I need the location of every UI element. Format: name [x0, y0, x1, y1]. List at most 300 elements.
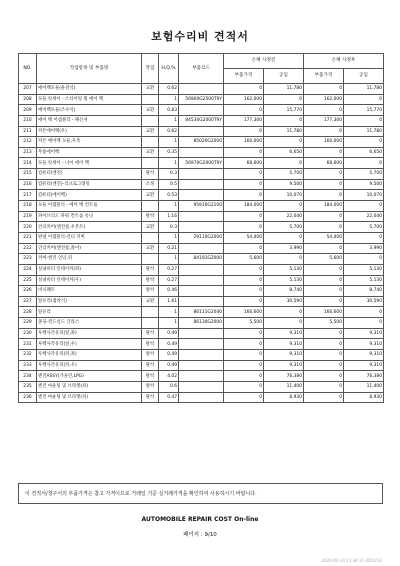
cell-p1: 0 [224, 392, 264, 403]
cell-l2: 0 [344, 201, 384, 212]
cell-name: 엔진 마운팅 및 브라켓(좌) [37, 381, 142, 392]
table-row [19, 105, 384, 116]
cell-work: 탈착 [142, 360, 159, 371]
cell-l1: 9,310 [264, 328, 304, 339]
cell-l1: 8,740 [264, 286, 304, 297]
cell-work: 교환 [142, 147, 159, 158]
cell-work: 교환 [142, 190, 159, 201]
cell-no: 224 [19, 264, 37, 275]
cell-work: 교환 [142, 105, 159, 116]
table-row [19, 190, 384, 201]
cell-l1: 9,500 [264, 179, 304, 190]
cell-hq: 1 [159, 201, 179, 212]
cell-hq: 0.62 [159, 126, 179, 137]
cell-p1: 0 [224, 84, 264, 95]
table-row [19, 307, 384, 318]
cell-work: 탈착 [142, 392, 159, 403]
table-row [19, 328, 384, 339]
cell-name: 루핵사각유리(앞,좌) [37, 328, 142, 339]
cell-p2: 0 [304, 360, 344, 371]
cell-p1: 0 [224, 211, 264, 222]
cell-work: 탈착 [142, 211, 159, 222]
cell-l1: 11,400 [264, 381, 304, 392]
cell-p1: 0 [224, 275, 264, 286]
cell-l2: 11,780 [344, 84, 384, 95]
cell-l1: 5,130 [264, 264, 304, 275]
cell-name: 컴퓨터(엔진)-리프로그래밍 [37, 179, 142, 190]
table-row [19, 392, 384, 403]
cell-l1: 5,130 [264, 275, 304, 286]
cell-l1: 9,310 [264, 360, 304, 371]
cell-no: 231 [19, 339, 37, 350]
cell-l2: 3,990 [344, 243, 384, 254]
cell-p2: 0 [304, 296, 344, 307]
cell-work: 탈착 [142, 339, 159, 350]
cell-work [142, 115, 159, 126]
cell-code [179, 243, 224, 254]
cell-p1: 160,000 [224, 137, 264, 148]
cell-p1: 0 [224, 147, 264, 158]
cell-hq: 0.49 [159, 350, 179, 361]
cell-no: 230 [19, 328, 37, 339]
header-after-adjust: 손해 사정후 [304, 54, 384, 69]
cell-code: 85020G2000 [179, 137, 224, 148]
header-item: 작업항목 및 부품명 [37, 54, 142, 84]
header-before-adjust: 손해 사정전 [224, 54, 304, 69]
cell-p1: 166,600 [224, 307, 264, 318]
cell-l2: 5,700 [344, 169, 384, 180]
cell-code [179, 275, 224, 286]
cell-code [179, 264, 224, 275]
cell-l1: 8,930 [264, 392, 304, 403]
cell-l2: 11,400 [344, 381, 384, 392]
cell-l2: 0 [344, 254, 384, 265]
cell-code [179, 169, 224, 180]
cell-work: 교환 [142, 84, 159, 95]
cell-p1: 0 [224, 350, 264, 361]
cell-no: 216 [19, 179, 37, 190]
cell-no: 228 [19, 307, 37, 318]
cell-no: 222 [19, 243, 37, 254]
cell-work: 탈착 [142, 328, 159, 339]
cell-l1: 10,070 [264, 190, 304, 201]
cell-l2: 9,310 [344, 339, 384, 350]
cell-hq: 0.35 [159, 147, 179, 158]
cell-p2: 68,600 [304, 158, 344, 169]
cell-l2: 9,310 [344, 328, 384, 339]
cell-l2: 9,310 [344, 360, 384, 371]
cell-p1: 54,400 [224, 232, 264, 243]
cell-hq: 0.27 [159, 275, 179, 286]
cell-no: 213 [19, 147, 37, 158]
cell-l1: 0 [264, 115, 304, 126]
table-row [19, 286, 384, 297]
cell-no: 227 [19, 296, 37, 307]
table-row [19, 243, 384, 254]
cell-p1: 0 [224, 328, 264, 339]
cell-l2: 0 [344, 307, 384, 318]
table-row [19, 254, 384, 265]
disclaimer-note: 이 견적서/청구서의 부품가격은 참고 가격이므로 거래일 기준 실거래가격을 확인하여 사용하시기 바랍니다. [18, 483, 383, 504]
cell-work [142, 232, 159, 243]
cell-work: 탈착 [142, 169, 159, 180]
cell-p2: 166,600 [304, 307, 344, 318]
table-row [19, 350, 384, 361]
cell-l1: 9,310 [264, 339, 304, 350]
table-row [19, 381, 384, 392]
cell-p2: 0 [304, 371, 344, 382]
cell-p1: 5,500 [224, 318, 264, 329]
header-part-code: 부품코드 [179, 54, 224, 84]
table-row [19, 296, 384, 307]
cell-p2: 0 [304, 286, 344, 297]
cell-p1: 0 [224, 296, 264, 307]
cell-hq: 0.5 [159, 179, 179, 190]
cell-name: 언더커버(엔진룸,좌어) [37, 243, 142, 254]
cell-l2: 22,040 [344, 211, 384, 222]
cell-p1: 0 [224, 360, 264, 371]
cell-p2: 0 [304, 211, 344, 222]
cell-name: 커버-엔진 언더,뒤 [37, 254, 142, 265]
cell-hq: 1 [159, 158, 179, 169]
cell-code [179, 371, 224, 382]
cell-l2: 10,070 [344, 190, 384, 201]
header-work: 작업 [142, 54, 159, 84]
cell-l2: 5,130 [344, 275, 384, 286]
cell-p2: 0 [304, 147, 344, 158]
cell-l1: 0 [264, 94, 304, 105]
cell-code [179, 339, 224, 350]
cell-no: 220 [19, 222, 37, 233]
header-no: NO. [19, 54, 37, 84]
cell-name: 에어 백 어셈블리 - 패신저 [37, 115, 142, 126]
cell-p2: 0 [304, 84, 344, 95]
cell-no: 232 [19, 350, 37, 361]
cell-l1: 9,310 [264, 350, 304, 361]
cell-work: 탈착 [142, 275, 159, 286]
cell-no: 225 [19, 275, 37, 286]
table-row [19, 179, 384, 190]
cell-code [179, 286, 224, 297]
cell-p1: 0 [224, 243, 264, 254]
cell-name: 실내히터 인테이커(좌) [37, 264, 142, 275]
table-row [19, 84, 384, 95]
cell-code [179, 147, 224, 158]
cell-no: 214 [19, 158, 37, 169]
cell-name: 에어백모듈(조수석) [37, 105, 142, 116]
cell-code [179, 190, 224, 201]
cell-work [142, 318, 159, 329]
cell-hq: 1 [159, 94, 179, 105]
cell-l1: 15,770 [264, 105, 304, 116]
cell-p2: 0 [304, 222, 344, 233]
cell-work [142, 158, 159, 169]
cell-no: 221 [19, 232, 37, 243]
cell-code [179, 392, 224, 403]
cell-l1: 0 [264, 254, 304, 265]
cell-hq: 1.61 [159, 296, 179, 307]
cell-name: 비닉패트 [37, 286, 142, 297]
cell-hq: 0.3 [159, 169, 179, 180]
table-row [19, 371, 384, 382]
cell-l2: 5,130 [344, 264, 384, 275]
estimate-table [18, 53, 384, 403]
cell-p2: 177,300 [304, 115, 344, 126]
cell-p1: 177,300 [224, 115, 264, 126]
cell-p2: 0 [304, 275, 344, 286]
cell-name: 모듈 앗세이 - 니이 에어 백 [37, 158, 142, 169]
cell-no: 226 [19, 286, 37, 297]
cell-hq: 1 [159, 232, 179, 243]
cell-l2: 8,930 [344, 392, 384, 403]
cell-code: 86111G2040 [179, 307, 224, 318]
table-row [19, 211, 384, 222]
cell-code [179, 222, 224, 233]
cell-work [142, 254, 159, 265]
cell-name: 엔진 마운팅 및 브라켓(뒤) [37, 392, 142, 403]
cell-no: 210 [19, 115, 37, 126]
cell-l2: 0 [344, 94, 384, 105]
table-row [19, 275, 384, 286]
cell-no: 236 [19, 392, 37, 403]
cell-l1: 0 [264, 158, 304, 169]
cell-hq: 4.02 [159, 371, 179, 382]
cell-work: 탈착 [142, 286, 159, 297]
cell-l2: 0 [344, 137, 384, 148]
table-row [19, 201, 384, 212]
cell-l2: 9,310 [344, 350, 384, 361]
cell-hq: 0.6 [159, 381, 179, 392]
cell-no: 218 [19, 201, 37, 212]
cell-p1: 0 [224, 105, 264, 116]
cell-l2: 15,770 [344, 105, 384, 116]
cell-hq: 0.3 [159, 222, 179, 233]
cell-p2: 5,600 [304, 254, 344, 265]
cell-no: 209 [19, 105, 37, 116]
cell-l1: 0 [264, 232, 304, 243]
cell-l1: 11,780 [264, 126, 304, 137]
table-row [19, 318, 384, 329]
cell-work: 교환 [142, 222, 159, 233]
cell-code: 86130G2000 [179, 318, 224, 329]
cell-code [179, 328, 224, 339]
page-number: 페이지 : 9/10 [183, 532, 217, 538]
cell-l1: 0 [264, 318, 304, 329]
cell-p2: 0 [304, 126, 344, 137]
print-timestamp: 2020-04-10 11:34:31 4014/12 [321, 558, 382, 563]
cell-p2: 184,000 [304, 201, 344, 212]
cell-hq: 0.47 [159, 392, 179, 403]
table-row [19, 147, 384, 158]
cell-l2: 0 [344, 158, 384, 169]
cell-p2: 0 [304, 243, 344, 254]
cell-name: 루핵사각유리(앞,우) [37, 339, 142, 350]
cell-name: 에어백모듈(운전석) [37, 84, 142, 95]
cell-code: 84530G2000T9Y [179, 115, 224, 126]
cell-no: 235 [19, 381, 37, 392]
cell-l2: 0 [344, 318, 384, 329]
cell-code: 95910G2100 [179, 201, 224, 212]
cell-hq: 0.53 [159, 190, 179, 201]
cell-code [179, 296, 224, 307]
cell-l2: 0 [344, 115, 384, 126]
cell-no: 208 [19, 94, 37, 105]
cell-p2: 0 [304, 381, 344, 392]
cell-p1: 0 [224, 381, 264, 392]
cell-work [142, 307, 159, 318]
cell-p2: 162,000 [304, 94, 344, 105]
cell-l1: 76,380 [264, 371, 304, 382]
cell-p2: 0 [304, 328, 344, 339]
cell-name: 커튼에어백(우) [37, 126, 142, 137]
cell-hq: 0.49 [159, 360, 179, 371]
cell-code: 84191G2000 [179, 254, 224, 265]
cell-no: 217 [19, 190, 37, 201]
cell-code [179, 179, 224, 190]
cell-l2: 8,740 [344, 286, 384, 297]
cell-code [179, 126, 224, 137]
cell-code [179, 105, 224, 116]
cell-name: 컴퓨터(에어백) [37, 190, 142, 201]
cell-l1: 0 [264, 201, 304, 212]
cell-hq: 1.16 [159, 211, 179, 222]
cell-work: 교환 [142, 126, 159, 137]
cell-hq: 1 [159, 254, 179, 265]
cell-l2: 5,700 [344, 222, 384, 233]
cell-p2: 0 [304, 190, 344, 201]
cell-hq: 0.83 [159, 105, 179, 116]
cell-work: 탈착 [142, 264, 159, 275]
table-row [19, 222, 384, 233]
cell-p2: 0 [304, 179, 344, 190]
cell-l2: 30,590 [344, 296, 384, 307]
cell-no: 211 [19, 126, 37, 137]
cell-no: 233 [19, 360, 37, 371]
cell-p1: 0 [224, 190, 264, 201]
cell-work: 교환 [142, 296, 159, 307]
cell-hq: 0.46 [159, 286, 179, 297]
cell-code [179, 84, 224, 95]
table-row [19, 169, 384, 180]
cell-l2: 11,780 [344, 126, 384, 137]
cell-hq: 1 [159, 115, 179, 126]
cell-l2: 6,650 [344, 147, 384, 158]
cell-p1: 0 [224, 339, 264, 350]
cell-code [179, 350, 224, 361]
cell-code: 56900G2500T9Y [179, 94, 224, 105]
cell-l1: 11,780 [264, 84, 304, 95]
cell-no: 215 [19, 169, 37, 180]
cell-work: 교환 [142, 243, 159, 254]
cell-hq: 1 [159, 137, 179, 148]
cell-l1: 0 [264, 137, 304, 148]
cell-work [142, 201, 159, 212]
cell-name: 언더커버(엔진룸,우몬트) [37, 222, 142, 233]
cell-p1: 0 [224, 264, 264, 275]
cell-work [142, 137, 159, 148]
footer-brand: AUTOMOBILE REPAIR COST On-line [141, 516, 259, 523]
cell-work [142, 94, 159, 105]
cell-l1: 5,700 [264, 222, 304, 233]
cell-no: 219 [19, 211, 37, 222]
cell-l1: 5,700 [264, 169, 304, 180]
table-row [19, 94, 384, 105]
cell-l1: 6,650 [264, 147, 304, 158]
cell-p1: 5,600 [224, 254, 264, 265]
cell-p1: 0 [224, 169, 264, 180]
cell-no: 229 [19, 318, 37, 329]
cell-hq: 0.21 [159, 243, 179, 254]
cell-code: 56970G2000T9Y [179, 158, 224, 169]
table-row [19, 115, 384, 126]
cell-code: 29110G2000 [179, 232, 224, 243]
cell-name: 모듈 어셈블리 - 에어 백 컨트롤 [37, 201, 142, 212]
cell-p1: 0 [224, 371, 264, 382]
table-row [19, 360, 384, 371]
cell-code [179, 211, 224, 222]
cell-p1: 162,000 [224, 94, 264, 105]
cell-p2: 0 [304, 169, 344, 180]
cell-code [179, 381, 224, 392]
cell-hq: 1 [159, 307, 179, 318]
cell-name: 루핵사각유리(뒤,좌) [37, 350, 142, 361]
cell-l2: 9,500 [344, 179, 384, 190]
header-labor-before: 공임 [264, 69, 304, 84]
cell-hq: 0.27 [159, 264, 179, 275]
cell-name: 판넬 어셈블리-언더 커버 [37, 232, 142, 243]
cell-l1: 30,590 [264, 296, 304, 307]
header-parts-price-before: 부품가격 [224, 69, 264, 84]
cell-no: 223 [19, 254, 37, 265]
estimate-rows [19, 84, 384, 403]
cell-work: 탈착 [142, 350, 159, 361]
cell-p2: 5,500 [304, 318, 344, 329]
cell-hq: 0.49 [159, 328, 179, 339]
cell-p2: 0 [304, 105, 344, 116]
table-row [19, 339, 384, 350]
cell-name: 엔진ASSY(가솔린,LPG) [37, 371, 142, 382]
cell-code [179, 360, 224, 371]
cell-l2: 76,380 [344, 371, 384, 382]
document-title: 보험수리비 견적서 [151, 30, 249, 43]
cell-name: 무릎에어백 [37, 147, 142, 158]
table-row [19, 264, 384, 275]
cell-p1: 0 [224, 126, 264, 137]
cell-name: 앞유리(접착식) [37, 296, 142, 307]
header-parts-price-after: 부품가격 [304, 69, 344, 84]
table-row [19, 137, 384, 148]
cell-p1: 0 [224, 179, 264, 190]
cell-hq: 0.62 [159, 84, 179, 95]
cell-p2: 0 [304, 264, 344, 275]
cell-name: 파이브리드 파워 컨트롤 유닛 [37, 211, 142, 222]
cell-work: 탈착 [142, 381, 159, 392]
cell-no: 207 [19, 84, 37, 95]
cell-name: 몰딩-윈드실드 글라스 [37, 318, 142, 329]
cell-l1: 0 [264, 307, 304, 318]
cell-name: 앞유리 [37, 307, 142, 318]
cell-work: 탈착 [142, 371, 159, 382]
header-hqty: H,Q,% [159, 54, 179, 84]
cell-name: 컴퓨터(엔진) [37, 169, 142, 180]
cell-name: 모듈 앗세이 - 스티어링 휠 에어 백 [37, 94, 142, 105]
table-row [19, 126, 384, 137]
table-row [19, 158, 384, 169]
cell-no: 212 [19, 137, 37, 148]
cell-hq: 0.49 [159, 339, 179, 350]
cell-l1: 3,990 [264, 243, 304, 254]
cell-no: 234 [19, 371, 37, 382]
